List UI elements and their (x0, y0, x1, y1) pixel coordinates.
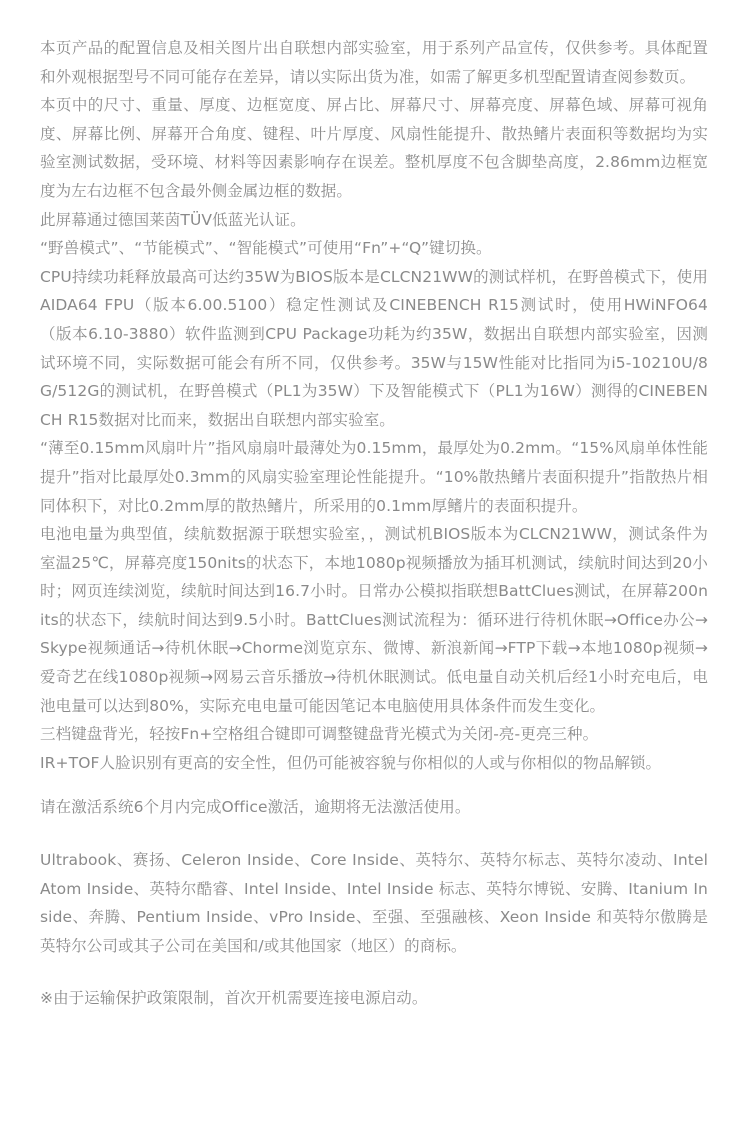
disclaimer-paragraph-face-recognition: IR+TOF人脸识别有更高的安全性，但仍可能被容貌与你相似的人或与你相似的物品解锁。 (40, 753, 662, 772)
disclaimer-paragraph-keyboard-backlight: 三档键盘背光，轻按Fn+空格组合键即可调整键盘背光模式为关闭-亮-更亮三种。 (40, 725, 599, 744)
trademark-notice: Ultrabook、赛扬、Celeron Inside、Core Inside、英特尔、英特尔标志、英特尔凌动、Intel Atom Inside、英特尔酷睿、Intel Inside、Intel Inside 标志、英特尔博锐、安腾、Itanium Inside、奔腾、Pentium Inside、vPro Inside、至强、至强融核、Xeon Inside 和英特尔傲腾是英特尔公司或其子公司在美国和/或其他国家（地区）的商标。 (40, 851, 708, 955)
office-activation-note: 请在激活系统6个月内完成Office激活，逾期将无法激活使用。 (40, 798, 471, 817)
section-spacer (40, 777, 708, 793)
disclaimer-paragraph-measurements: 本页中的尺寸、重量、厚度、边框宽度、屏占比、屏幕尺寸、屏幕亮度、屏幕色域、屏幕可视角度、屏幕比例、屏幕开合角度、键程、叶片厚度、风扇性能提升、散热鳍片表面积等数据均为实验室测试数据，受环境、材料等因素影响存在误差。整机厚度不包含脚垫高度，2.86mm边框宽度为左右边框不包含最外侧金属边框的数据。 (40, 96, 708, 200)
disclaimer-paragraph-battery-life: 电池电量为典型值，续航数据源于联想实验室，，测试机BIOS版本为CLCN21WW，测试条件为室温25℃，屏幕亮度150nits的状态下，本地1080p视频播放为插耳机测试，续航时间达到20小时；网页连续浏览，续航时间达到16.7小时。日常办公模拟指联想BattClues测试，在屏幕200nits的状态下，续航时间达到9.5小时。BattClues测试流程为：循环进行待机休眠→Office办公→Skype视频通话→待机休眠→Chorme浏览京东、微博、新浪新闻→FTP下载→本地1080p视频→爱奇艺在线1080p视频→网易云音乐播放→待机休眠测试。低电量自动关机后经1小时充电后，电池电量可以达到80%，实际充电电量可能因笔记本电脑使用具体条件而发生变化。 (40, 525, 708, 715)
section-spacer (40, 960, 708, 984)
disclaimer-paragraph-config: 本页产品的配置信息及相关图片出自联想内部实验室，用于系列产品宣传，仅供参考。具体配置和外观根据型号不同可能存在差异，请以实际出货为准，如需了解更多机型配置请查阅参数页。 (40, 39, 708, 86)
shipping-power-footnote: ※由于运输保护政策限制，首次开机需要连接电源启动。 (40, 989, 428, 1008)
disclaimer-paragraph-cpu-power: CPU持续功耗释放最高可达约35W为BIOS版本是CLCN21WW的测试样机，在野兽模式下，使用AIDA64 FPU（版本6.00.5100）稳定性测试及CINEBENCH R15测试时，使用HWiNFO64 （版本6.10-3880）软件监测到CPU Package功耗为约35W，数据出自联想内部实验室，因测试环境不同，实际数据可能会有所不同，仅供参考。35W与15W性能对比指同为i5-10210U/8G/512G的测试机，在野兽模式（PL1为35W）下及智能模式下（PL1为16W）测得的CINEBENCH R15数据对比而来，数据出自联想内部实验室。 (40, 267, 708, 429)
disclaimer-paragraph-tuv-certification: 此屏幕通过德国莱茵TÜV低蓝光认证。 (40, 210, 306, 229)
disclaimer-paragraph-fan-cooling: “薄至0.15mm风扇叶片”指风扇扇叶最薄处为0.15mm，最厚处为0.2mm。“15%风扇单体性能提升”指对比最厚处0.3mm的风扇实验室理论性能提升。“10%散热鳍片表面积提升”指散热片相同体积下，对比0.2mm厚的散热鳍片，所采用的0.1mm厚鳍片的表面积提升。 (40, 439, 708, 515)
section-spacer (40, 822, 708, 846)
disclaimer-paragraph-performance-modes: “野兽模式”、“节能模式”、“智能模式”可使用“Fn”+“Q”键切换。 (40, 239, 492, 258)
disclaimer-document (40, 34, 708, 1013)
